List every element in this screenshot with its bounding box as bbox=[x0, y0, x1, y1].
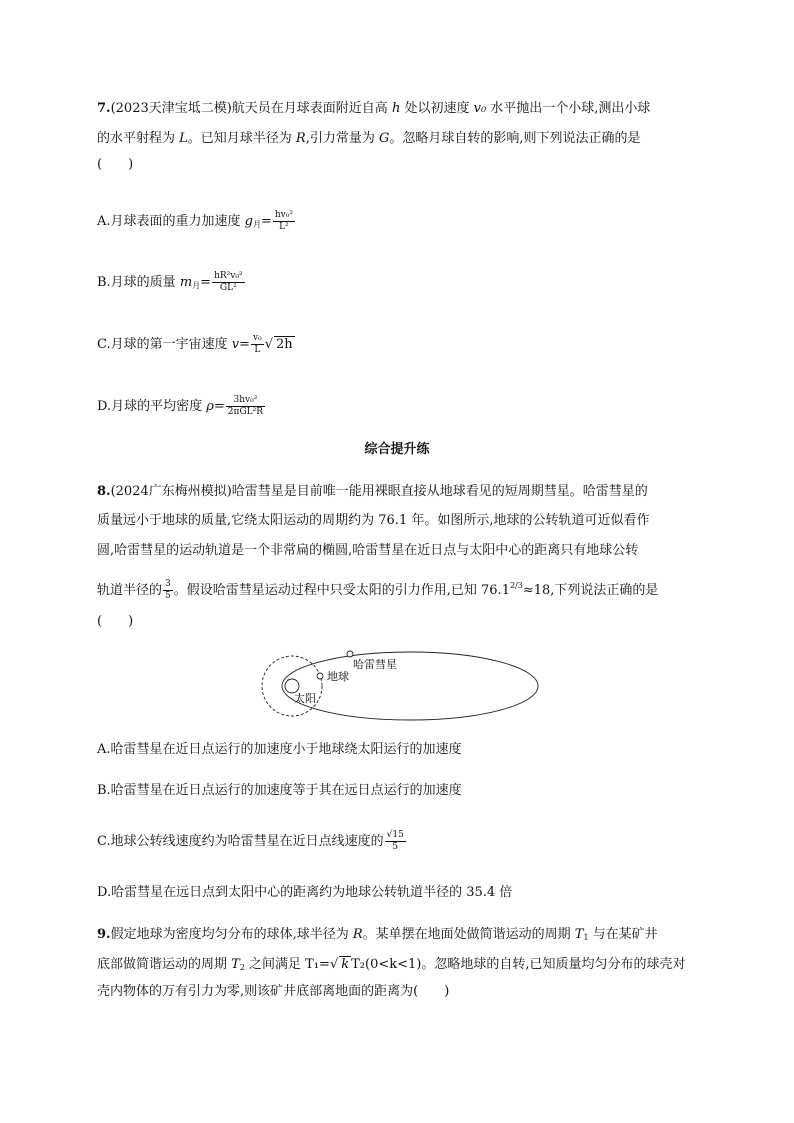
q9-line-2: 底部做简谐运动的周期 $T_2$ 之间满足 T₁=√ k T₂(0<k<1)。忽略地球的自转,已知质量均匀分布的球壳对 bbox=[97, 957, 686, 972]
q7-option-b-fraction: $\frac{\text{hR²v₀²}}{\text{GL²}}$ bbox=[214, 271, 243, 293]
q8-option-a[interactable]: A.哈雷彗星在近日点运行的加速度小于地球绕太阳运行的加速度 bbox=[97, 742, 462, 757]
q9-line-3: 壳内物体的万有引力为零,则该矿井底部离地面的距离为( ) bbox=[97, 984, 450, 999]
q7-option-d[interactable]: D.月球的平均密度 ρ= $\frac{\text{3hv₀²}}{\text{2πGL²R}}$ bbox=[97, 395, 263, 417]
q7-option-c[interactable]: C.月球的第一宇宙速度 v= $\frac{\text{v₀}}{L}$ √ 2h bbox=[97, 333, 293, 355]
q9-number: 9. bbox=[97, 927, 111, 942]
q8-line-1: 8.(2024广东梅州模拟)哈雷彗星是目前唯一能用裸眼直接从地球看见的短周期彗星。哈雷彗星的 bbox=[97, 484, 648, 499]
q8-fraction: $\frac{3}{5}$ bbox=[165, 579, 171, 601]
q7-option-b[interactable]: B.月球的质量 $m_月=$ $\frac{\text{hR²v₀²}}{\text{GL²}}$ bbox=[97, 271, 243, 293]
q7-line-2: 的水平射程为 L。已知月球半径为 R,引力常量为 G。忽略月球自转的影响,则下列说法正确的是 bbox=[97, 131, 641, 146]
label-comet: 哈雷彗星 bbox=[353, 658, 397, 671]
halley-comet bbox=[347, 651, 353, 657]
q7-option-d-fraction: $\frac{\text{3hv₀²}}{\text{2πGL²R}}$ bbox=[227, 395, 263, 417]
q7-option-a-fraction: $\frac{\text{hv₀²}}{\text{L²}}$ bbox=[274, 210, 293, 232]
q9-line-1: 9.假定地球为密度均匀分布的球体,球半径为 R。某单摆在地面处做简谐运动的周期 $T_1$ 与在某矿井 bbox=[97, 927, 658, 942]
orbit-diagram bbox=[255, 648, 545, 723]
q7-answer-bracket: ( ) bbox=[97, 157, 134, 172]
q8-answer-bracket: ( ) bbox=[97, 614, 134, 629]
q7-line-1: 7.(2023天津宝坻二模)航天员在月球表面附近自高 h 处以初速度 v₀ 水平抛出一个小球,测出小球 bbox=[97, 101, 651, 116]
q8-option-c-fraction: $\frac{√15}{5}$ bbox=[386, 830, 404, 852]
q8-number: 8. bbox=[97, 484, 111, 499]
q7-option-c-fraction: $\frac{\text{v₀}}{L}$ bbox=[253, 333, 262, 355]
label-earth: 地球 bbox=[327, 670, 349, 683]
q7-option-c-root: 2h bbox=[276, 337, 293, 352]
q7-option-a[interactable]: A.月球表面的重力加速度 $g_月=$ $\frac{\text{hv₀²}}{\text{L²}}$ bbox=[97, 210, 293, 232]
sun bbox=[285, 679, 299, 693]
q8-option-d[interactable]: D.哈雷彗星在远日点到太阳中心的距离约为地球公转轨道半径的 35.4 倍 bbox=[97, 885, 513, 900]
q8-line-2: 质量远小于地球的质量,它绕太阳运动的周期约为 76.1 年。如图所示,地球的公转轨道可近似看作 bbox=[97, 513, 650, 528]
q8-line-3: 圆,哈雷彗星的运动轨道是一个非常扁的椭圆,哈雷彗星在近日点与太阳中心的距离只有地球公转 bbox=[97, 543, 639, 558]
q7-number: 7. bbox=[97, 101, 111, 116]
q8-line-4: 轨道半径的 $\frac{3}{5}$ 。假设哈雷彗星运动过程中只受太阳的引力作用,已知 $76.1^{2/3}\approx 18$,下列说法正确的是 bbox=[97, 579, 659, 601]
q8-option-c[interactable]: C.地球公转线速度约为哈雷彗星在近日点线速度的 $\frac{√15}{5}$ bbox=[97, 830, 404, 852]
earth bbox=[317, 673, 323, 679]
label-sun: 太阳 bbox=[294, 692, 316, 705]
q8-option-b[interactable]: B.哈雷彗星在近日点运行的加速度等于其在远日点运行的加速度 bbox=[97, 783, 462, 798]
section-title: 综合提升练 bbox=[364, 442, 430, 457]
comet-orbit bbox=[282, 652, 538, 720]
